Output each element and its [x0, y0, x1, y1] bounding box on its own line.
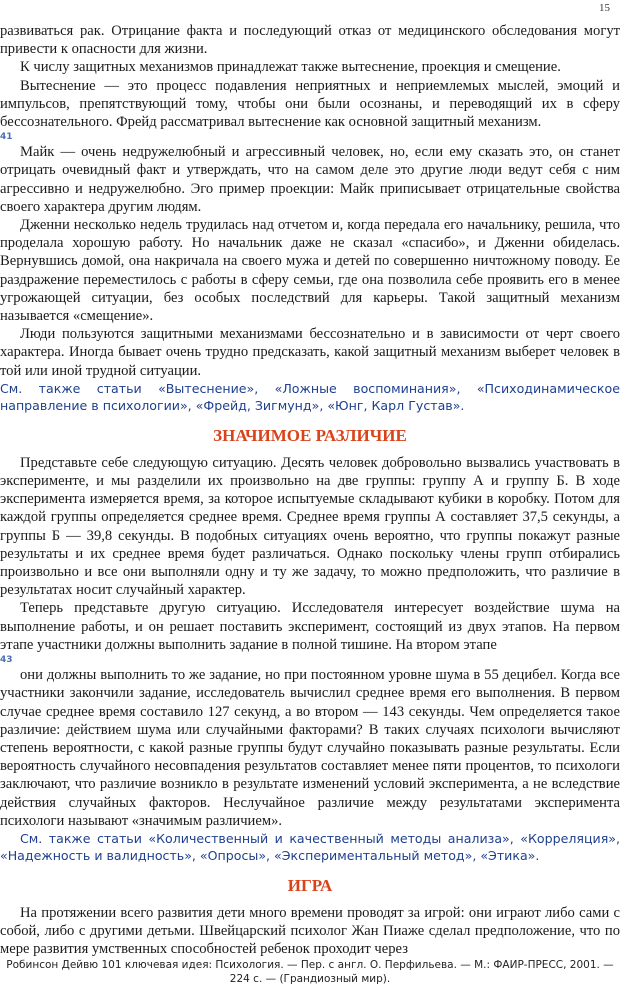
paragraph: Майк — очень недружелюбный и агрессивный человек, но, если ему сказать это, он станет отрицать очевидный факт и утверждать, что на самом деле это другие люди ведут себя с ним агрессивно и недружелюбно. Эго пример проекции: Майк приписывает отрицательные свойства своего характера другим людям.: [0, 144, 620, 215]
paragraph: развиваться рак. Отрицание факта и последующий отказ от медицинского обследования могут привести к опасности для жизни.: [0, 23, 620, 58]
paragraph: Вытеснение — это процесс подавления неприятных и неприемлемых мыслей, эмоций и импульсов, препятствующий тому, чтобы они были осознаны, и переводящий их в сферу бессознательного. Фрейд рассматривал вытеснение как основной защитный механизм.: [0, 77, 620, 131]
paragraph: К числу защитных механизмов принадлежат также вытеснение, проекция и смещение.: [20, 59, 561, 76]
paragraph: Представьте себе следующую ситуацию. Десять человек добровольно вызвались участвовать в эксперименте, и мы разделили их произвольно на две группы: группу А и группу Б. В ходе эксперимента измеряется время, за которое испытуемые складывают кубики в коробку. Потом для каждой группы определяется среднее время. Среднее время группы А составляет 37,5 секунды, а группы Б — 39,8 секунды. В подобных ситуациях очень вероятно, что группы покажут разные результаты и их среднее время будет различаться. Однако поскольку члены групп отбирались произвольно и все они выполняли одну и ту же задачу, то можно предположить, что различие в результатах носит случайный характер.: [0, 454, 620, 599]
page-number: 15: [599, 2, 610, 14]
see-also-note: См. также статьи «Количественный и качественный методы анализа», «Корреляция», «Надежность и валидность», «Опросы», «Экспериментальный метод», «Этика».: [0, 830, 620, 863]
section-heading: ЗНАЧИМОЕ РАЗЛИЧИЕ: [213, 425, 407, 445]
footer-citation: Робинсон Дейвю 101 ключевая идея: Психология. — Пер. с англ. О. Перфильева. — М.: ФАИР-ПРЕСС, 2001. — 224 с. — (Грандиозный мир).: [6, 959, 614, 985]
paragraph: Теперь представьте другую ситуацию. Исследователя интересует воздействие шума на выполнение работы, и он решает поставить эксперимент, состоящий из двух этапов. На первом этапе участники должны выполнить задание в полной тишине. На втором этапе: [0, 600, 620, 653]
section-heading: ИГРА: [287, 875, 333, 895]
page-marker: 43: [0, 655, 13, 666]
see-also-note: См. также статьи «Вытеснение», «Ложные воспоминания», «Психодинамическое направление в психологии», «Фрейд, Зигмунд», «Юнг, Карл Густав».: [0, 380, 620, 413]
paragraph: На протяжении всего развития дети много времени проводят за игрой: они играют либо сами с собой, либо с другими детьми. Швейцарский психолог Жан Пиаже сделал предположение, что по мере развития умственных способностей ребенок проходит через: [0, 904, 620, 958]
paragraph: Дженни несколько недель трудилась над отчетом и, когда передала его начальнику, решила, что проделала хорошую работу. Но начальник даже не сказал «спасибо», и Дженни обиделась. Вернувшись домой, она накричала на своего мужа и детей по совершенно ничтожному поводу. Ее раздражение переместилось с работы в сферу семьи, где она позволила себе проявить его в менее угрожающей ситуации, без особых последствий для карьеры. Такой защитный механизм называется «смещение».: [0, 217, 620, 325]
paragraph: они должны выполнить то же задание, но при постоянном уровне шума в 55 децибел. Когда все участники закончили задание, исследователь вычислил среднее время его выполнения. В первом случае среднее время составило 127 секунд, а во втором — 143 секунды. Чем определяется такое различие: действием шума или случайными факторами? В таких случаях психологи вычисляют степень вероятности, с какой разные группы будут случайно показывать разные результаты. Если вероятность случайного несовпадения результатов составляет менее пяти процентов, то психологи заключают, что различие возникло в результате изменений условий эксперимента, а не вследствие действия случайных факторов. Неслучайное различие между результатами эксперимента психологи называют «значимым различием».: [0, 667, 620, 829]
page-marker: 41: [0, 132, 13, 143]
page-content: [0, 22, 620, 959]
paragraph: Люди пользуются защитными механизмами бессознательно и в зависимости от черт своего характера. Иногда бывает очень трудно предсказать, какой защитный механизм выберет человек в той или иной трудной ситуации.: [0, 326, 620, 379]
